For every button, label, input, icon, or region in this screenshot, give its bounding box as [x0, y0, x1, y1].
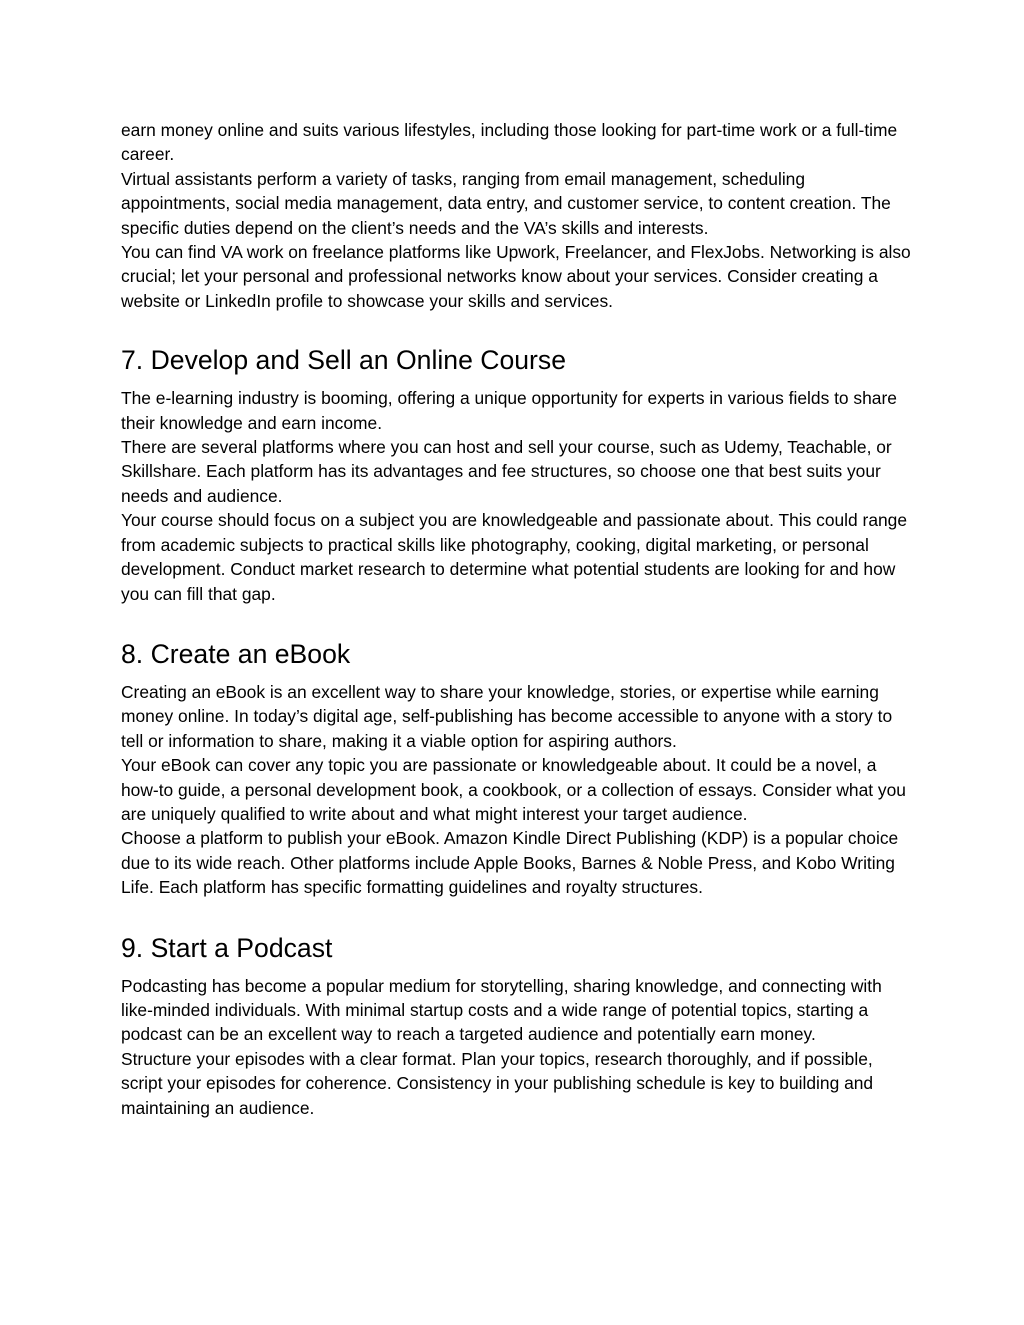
paragraph: There are several platforms where you can host and sell your course, such as Udemy, Teachable, or Skillshare. Each platform has its advantages and fee structures, so choose one that best suits your needs and audience.	[121, 437, 892, 506]
section-ebook	[121, 638, 911, 900]
page-content	[121, 118, 911, 1120]
section-heading: 8. Create an eBook	[121, 638, 351, 669]
section-heading: 9. Start a Podcast	[121, 932, 333, 963]
section-heading: 7. Develop and Sell an Online Course	[121, 345, 566, 376]
paragraph: Virtual assistants perform a variety of tasks, ranging from email management, scheduling appointments, social media management, data entry, and customer service, to content creation. The specific duties depend on the client’s needs and the VA’s skills and interests.	[121, 168, 891, 238]
paragraph: Creating an eBook is an excellent way to share your knowledge, stories, or expertise while earning money online. In today’s digital age, self-publishing has become accessible to anyone with a story to tell or information to share, making it a viable option for aspiring authors.	[121, 681, 893, 751]
section-podcast	[121, 932, 911, 1120]
paragraph: The e-learning industry is booming, offering a unique opportunity for experts in various fields to share their knowledge and earn income.	[121, 388, 897, 433]
section-online-course	[121, 344, 911, 606]
paragraph: earn money online and suits various lifestyles, including those looking for part-time work or a full-time career.	[121, 120, 898, 165]
paragraph: You can find VA work on freelance platforms like Upwork, Freelancer, and FlexJobs. Networking is also crucial; let your personal and professional networks know about your services. Consider creating a website or LinkedIn profile to showcase your skills and services.	[121, 242, 911, 311]
paragraph: Choose a platform to publish your eBook. Amazon Kindle Direct Publishing (KDP) is a popular choice due to its wide reach. Other platforms include Apple Books, Barnes & Noble Press, and Kobo Writing Life. Each platform has specific formatting guidelines and royalty structures.	[121, 828, 899, 898]
intro-section	[121, 118, 911, 313]
paragraph: Your eBook can cover any topic you are passionate or knowledgeable about. It could be a novel, a how-to guide, a personal development book, a cookbook, or a collection of essays. Consider what you are uniquely qualified to write about and what might interest your target audience.	[121, 755, 906, 824]
paragraph: Podcasting has become a popular medium for storytelling, sharing knowledge, and connecting with like-minded individuals. With minimal startup costs and a wide range of potential topics, starting a podcast can be an excellent way to reach a targeted audience and potentially earn money.	[121, 975, 882, 1045]
paragraph: Your course should focus on a subject you are knowledgeable and passionate about. This could range from academic subjects to practical skills like photography, cooking, digital marketing, or personal development. Conduct market research to determine what potential students are looking for and how you can fill that gap.	[121, 510, 908, 604]
paragraph: Structure your episodes with a clear format. Plan your topics, research thoroughly, and if possible, script your episodes for coherence. Consistency in your publishing schedule is key to building and maintaining an audience.	[121, 1048, 874, 1118]
